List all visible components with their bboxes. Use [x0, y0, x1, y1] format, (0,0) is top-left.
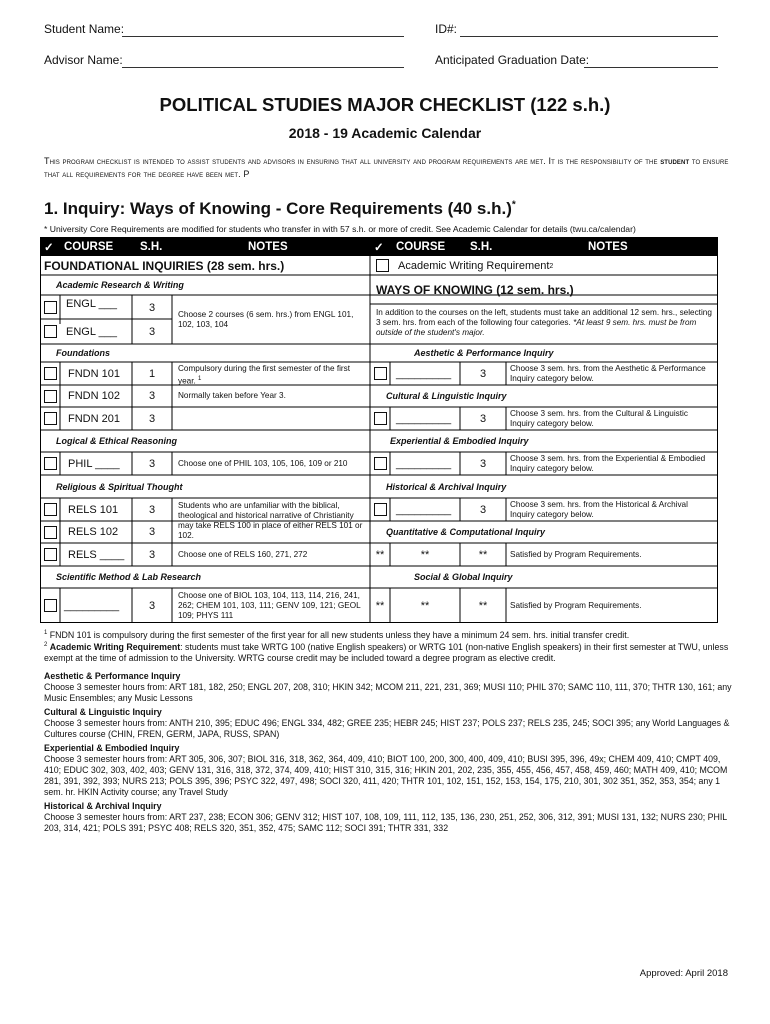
rels3-checkbox[interactable]	[44, 548, 57, 561]
cat-experiential: Experiential & Embodied Inquiry	[390, 436, 529, 446]
fndn201-checkbox[interactable]	[44, 412, 57, 425]
aesthetic-checkbox[interactable]	[374, 367, 387, 380]
section-title-sup: *	[511, 199, 516, 211]
student-name-field[interactable]	[122, 36, 404, 37]
fndn102-sh: 3	[148, 390, 156, 402]
list-aesthetic-text: Choose 3 semester hours from: ART 181, 182, 250; ENGL 207, 208, 310; HKIN 342; MCOM 211, 221, 231, 369; MUSI 110; PHIL 370; SAMC 110, 111, 370; THTR 130, 161; any Music Ensembles; any Music Lessons	[44, 682, 732, 703]
phil-checkbox[interactable]	[44, 457, 57, 470]
id-field[interactable]	[460, 36, 718, 37]
header-check-right: ✓	[374, 241, 384, 254]
student-name-label: Student Name:	[44, 22, 125, 36]
cat-religious: Religious & Spiritual Thought	[56, 481, 183, 492]
rels102-course: RELS 102	[68, 526, 119, 538]
category-lists	[44, 671, 734, 837]
science-note: Choose one of BIOL 103, 104, 113, 114, 216, 241, 262; CHEM 101, 103, 111; GENV 109, 121; GEOL 109; PHYS 111	[178, 590, 361, 620]
engl-1-course: ENGL ___	[66, 298, 117, 310]
header-sh-right: S.H.	[470, 240, 493, 253]
grad-date-field[interactable]	[584, 67, 718, 68]
list-aesthetic-heading: Aesthetic & Performance Inquiry	[44, 671, 181, 681]
section-title	[44, 199, 516, 219]
header-sh: S.H.	[140, 240, 163, 253]
header-notes: NOTES	[248, 240, 288, 253]
cat-cultural: Cultural & Linguistic Inquiry	[386, 391, 507, 401]
phil-course: PHIL ____	[68, 457, 120, 470]
engl-2-sh: 3	[148, 325, 156, 338]
cultural-course[interactable]: _________	[396, 412, 452, 425]
engl-2-checkbox[interactable]	[44, 325, 57, 338]
rels3-sh: 3	[148, 548, 156, 561]
list-cultural	[44, 707, 734, 740]
cat-historical: Historical & Archival Inquiry	[386, 481, 507, 492]
cat-logical: Logical & Ethical Reasoning	[56, 436, 178, 446]
aesthetic-note: Choose 3 sem. hrs. from the Aesthetic & Performance Inquiry category below.	[510, 363, 706, 383]
cat-social: Social & Global Inquiry	[414, 572, 513, 582]
cat-scientific: Scientific Method & Lab Research	[56, 572, 202, 582]
list-cultural-heading: Cultural & Linguistic Inquiry	[44, 707, 162, 717]
grad-date-label: Anticipated Graduation Date:	[435, 53, 590, 67]
cat-aesthetic: Aesthetic & Performance Inquiry	[414, 348, 554, 358]
list-experiential-heading: Experiential & Embodied Inquiry	[44, 743, 180, 753]
historical-checkbox[interactable]	[374, 503, 387, 516]
cultural-checkbox[interactable]	[374, 412, 387, 425]
footnote-1-sup: 1	[44, 630, 48, 636]
intro-mark: P	[243, 169, 250, 179]
engl-note: Choose 2 courses (6 sem. hrs.) from ENGL 101, 102, 103, 104	[178, 310, 354, 329]
header-check: ✓	[44, 241, 54, 254]
phil-sh: 3	[148, 457, 156, 470]
historical-sh: 3	[479, 503, 487, 516]
quant-sh: **	[478, 548, 488, 561]
foundational-heading: FOUNDATIONAL INQUIRIES (28 sem. hrs.)	[44, 259, 285, 273]
experiential-note: Choose 3 sem. hrs. from the Experiential & Embodied Inquiry category below.	[510, 453, 706, 473]
historical-note: Choose 3 sem. hrs. from the Historical & Archival Inquiry category below.	[510, 499, 688, 519]
cultural-note: Choose 3 sem. hrs. from the Cultural & Linguistic Inquiry category below.	[510, 408, 688, 428]
footnote-1-text: FNDN 101 is compulsory during the first semester of the first year for all new students unless they have a minimum 24 sem. hrs. initial transfer credit.	[49, 629, 630, 640]
page-title: POLITICAL STUDIES MAJOR CHECKLIST (122 s.h.)	[159, 94, 611, 115]
footnote-1	[44, 628, 734, 641]
list-aesthetic	[44, 671, 734, 704]
list-cultural-text: Choose 3 semester hours from: ANTH 210, 395; EDUC 496; ENGL 334, 482; GREE 235; HEBR 245; HIST 237; POLS 237; RELS 235, 245; SOCI 395; any World Languages & Cultures course (CHIN, FREN, GERM, JAPA, RUSS, SPAN)	[44, 718, 730, 739]
experiential-course[interactable]: _________	[396, 457, 452, 470]
quant-check: **	[375, 548, 385, 561]
quant-course: **	[420, 548, 430, 561]
awr-label-text: Academic Writing Requirement	[398, 260, 550, 272]
fndn101-note-sup: 1	[198, 376, 202, 382]
rels101-checkbox[interactable]	[44, 503, 57, 516]
wok-note-b: *At least 9 sem. hrs. must be from outside of the student's major.	[376, 318, 697, 337]
fndn102-course: FNDN 102	[68, 390, 120, 402]
intro-text	[44, 155, 744, 181]
phil-note: Choose one of PHIL 103, 105, 106, 109 or 210	[178, 458, 348, 468]
fndn101-course: FNDN 101	[68, 367, 120, 380]
wok-note	[376, 304, 714, 348]
list-historical	[44, 801, 734, 834]
page-subtitle: 2018 - 19 Academic Calendar	[288, 125, 482, 141]
advisor-name-field[interactable]	[122, 67, 404, 68]
section-note: * University Core Requirements are modified for students who transfer in with 57 s.h. or more of credit. See Academic Calendar for details (twu.ca/calendar)	[44, 224, 636, 234]
fndn101-note	[178, 362, 368, 387]
cultural-sh: 3	[479, 412, 487, 425]
list-experiential	[44, 743, 734, 798]
header-course: COURSE	[64, 240, 114, 253]
experiential-sh: 3	[479, 457, 487, 470]
wok-note-a: In addition to the courses on the left, students must take an additional 12 sem. hrs., selecting 3 sem. hrs. from each of the following four categories.	[376, 308, 712, 327]
awr-checkbox[interactable]	[376, 259, 389, 272]
social-check: **	[375, 599, 385, 612]
list-historical-text: Choose 3 semester hours from: ART 237, 238; ECON 306; GENV 312; HIST 107, 108, 109, 111, 112, 135, 136, 230, 251, 252, 306, 312, 391; MUSI 131, 132; NURS 230; PHIL 203, 314, 421; POLS 391; PSYC 408; RELS 320, 351, 352, 475; SAMC 112; SOCI 391; THTR 331, 332	[44, 812, 727, 833]
rels102-checkbox[interactable]	[44, 526, 57, 539]
rels3-note: Choose one of RELS 160, 271, 272	[178, 549, 308, 559]
science-course[interactable]: _________	[64, 599, 120, 612]
fndn102-note: Normally taken before Year 3.	[178, 391, 286, 400]
awr-sup: 2	[549, 262, 554, 270]
id-label: ID#:	[435, 22, 458, 36]
fndn201-course: FNDN 201	[68, 412, 120, 425]
social-course: **	[420, 599, 430, 612]
intro-part1: This program checklist is intended to assist students and advisors in ensuring that all university and program requirements are met. It is the responsibility of the	[44, 156, 658, 166]
rels101-sh: 3	[148, 503, 156, 516]
list-experiential-text: Choose 3 semester hours from: ART 305, 306, 307; BIOL 316, 318, 362, 364, 409, 410; BIOT 100, 200, 300, 400, 409, 410; BUSI 395, 396, 49x; CHEM 409, 410; CMPT 409, 410; EDUC 302, 303, 402, 403; GENV 131, 316, 318, 372, 374, 409, 410; HIST 310, 315, 316; HKIN 201, 202, 235, 355, 455, 456, 457, 458, 459, 460; MATH 409, 410; MCOM 281, 391, 392, 393; NURS 213; POLS 395, 396; PSYC 322, 497, 498; SOCI 320, 411, 420; THTR 101, 102, 151, 152, 153, 154, 175, 210, 301, 302 351, 352, 353, 354; any 1 sem. hr. HKIN Activity course; any Travel Study	[44, 754, 728, 797]
quant-note: Satisfied by Program Requirements.	[510, 549, 642, 559]
header-notes-right: NOTES	[588, 240, 628, 253]
fndn101-checkbox[interactable]	[44, 367, 57, 380]
footnote-2	[44, 640, 734, 664]
list-historical-heading: Historical & Archival Inquiry	[44, 801, 162, 811]
aesthetic-sh: 3	[479, 367, 487, 380]
header-course-right: COURSE	[396, 240, 446, 253]
rels102-sh: 3	[148, 526, 156, 538]
wok-heading: WAYS OF KNOWING (12 sem. hrs.)	[376, 282, 574, 297]
intro-student: student	[660, 156, 690, 166]
section-title-text: 1. Inquiry: Ways of Knowing - Core Requirements (40 s.h.)	[44, 199, 512, 218]
intro-part2: to ensure that all requirements for the degree have been met.	[44, 156, 729, 179]
checklist-table	[40, 237, 718, 623]
experiential-checkbox[interactable]	[374, 457, 387, 470]
cat-academic-research: Academic Research & Writing	[56, 280, 184, 290]
rels-note: Students who are unfamiliar with the biblical, theological and historical narrative of Christianity may take RELS 100 in place of either RELS 101 or 102.	[178, 501, 363, 540]
social-note: Satisfied by Program Requirements.	[510, 600, 642, 610]
cat-quantitative: Quantitative & Computational Inquiry	[386, 527, 546, 537]
fndn201-sh: 3	[148, 412, 156, 425]
footnote-2-bold: Academic Writing Requirement	[49, 641, 181, 652]
rels3-course: RELS ____	[68, 548, 125, 561]
science-checkbox[interactable]	[44, 599, 57, 612]
footnote-2-sup: 2	[44, 642, 48, 648]
engl-1-sh: 3	[148, 301, 156, 314]
historical-course[interactable]: _________	[396, 503, 452, 516]
aesthetic-course[interactable]: _________	[396, 367, 452, 380]
fndn101-note-text: Compulsory during the first semester of the first year.	[178, 364, 351, 386]
rels101-course: RELS 101	[68, 503, 119, 516]
fndn101-sh: 1	[148, 367, 156, 380]
awr-label	[398, 257, 553, 275]
advisor-name-label: Advisor Name:	[44, 53, 123, 67]
social-sh: **	[478, 599, 488, 612]
science-sh: 3	[148, 599, 156, 612]
engl-1-checkbox[interactable]	[44, 301, 57, 314]
footnote-2-text: : students must take WRTG 100 (native English speakers) or WRTG 101 (non-native English speakers) in their first semester at TWU, unless exempt at the time of admission to the University. WRTG course credit may be included toward a degree program as elective credit.	[44, 641, 729, 663]
cat-foundations: Foundations	[56, 348, 110, 358]
engl-2-course: ENGL ___	[66, 325, 117, 338]
fndn102-checkbox[interactable]	[44, 390, 57, 403]
approved-date: Approved: April 2018	[639, 968, 728, 979]
